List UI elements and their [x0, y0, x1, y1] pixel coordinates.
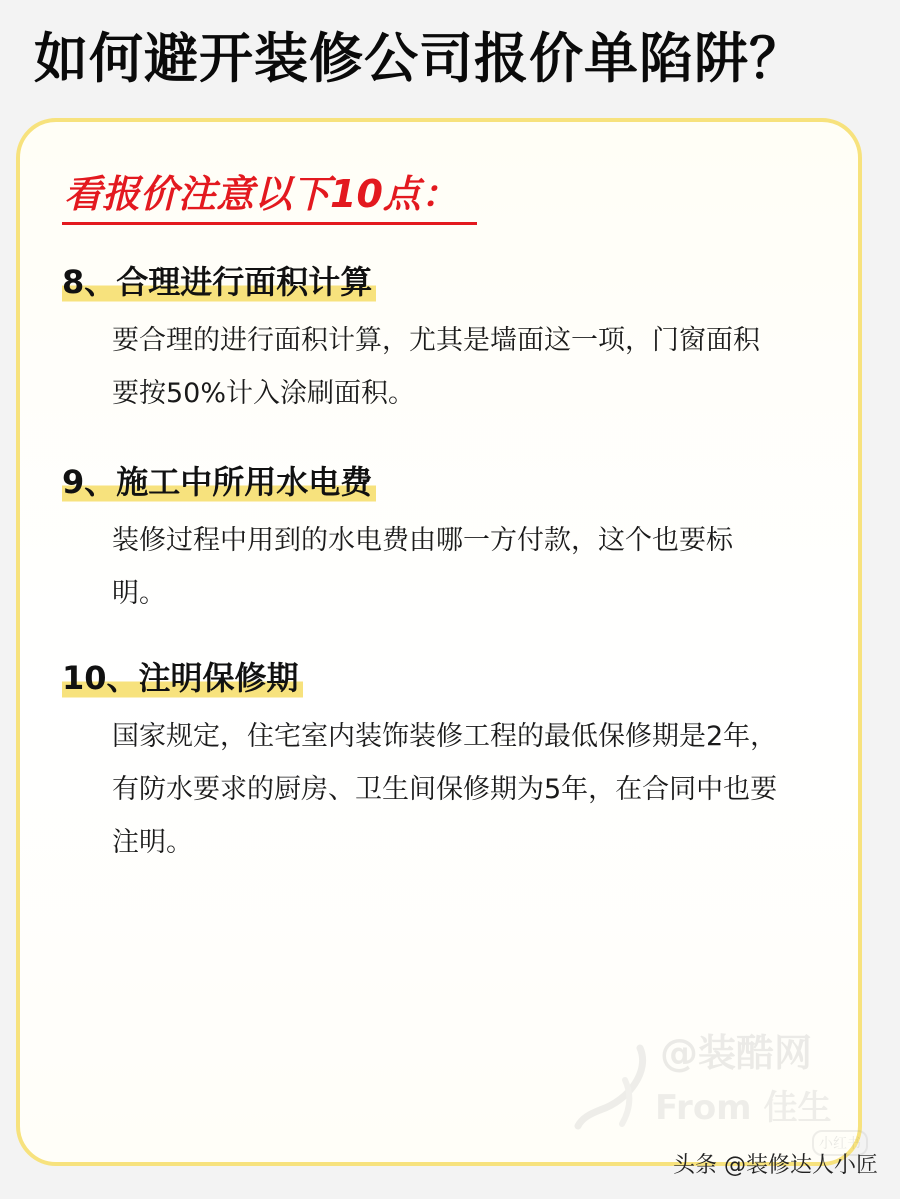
section-body [112, 710, 832, 869]
section-area-calculation [62, 260, 852, 420]
footer-credit: 头条 @装修达人小匠 [673, 1153, 878, 1178]
body-line: 明。 [112, 578, 166, 609]
section-heading: 10、注明保修期 [62, 656, 303, 700]
body-line: 要按50%计入涂刷面积。 [112, 378, 416, 409]
watermark-logo-icon [570, 1040, 660, 1130]
body-line: 国家规定，住宅室内装饰装修工程的最低保修期是2年， [112, 721, 778, 752]
watermark-badge: 小红书 [812, 1130, 868, 1156]
content-card [16, 118, 862, 1166]
body-line: 要合理的进行面积计算，尤其是墙面这一项，门窗面积 [112, 325, 760, 356]
watermark-text: From 佳生 [655, 1088, 832, 1128]
section-heading: 8、合理进行面积计算 [62, 260, 376, 304]
subtitle: 看报价注意以下10点： [62, 168, 477, 225]
page-title: 如何避开装修公司报价单陷阱？ [34, 27, 804, 90]
section-body [112, 314, 832, 420]
section-heading: 9、施工中所用水电费 [62, 460, 376, 504]
section-warranty [62, 656, 852, 869]
subtitle-block [62, 168, 477, 225]
watermark [560, 1022, 860, 1172]
body-line: 注明。 [112, 827, 193, 858]
section-body [112, 514, 832, 620]
body-line: 有防水要求的厨房、卫生间保修期为5年，在合同中也要 [112, 774, 778, 805]
body-line: 装修过程中用到的水电费由哪一方付款，这个也要标 [112, 525, 733, 556]
section-utility-fees [62, 460, 852, 620]
watermark-text: @装酷网 [660, 1031, 813, 1075]
